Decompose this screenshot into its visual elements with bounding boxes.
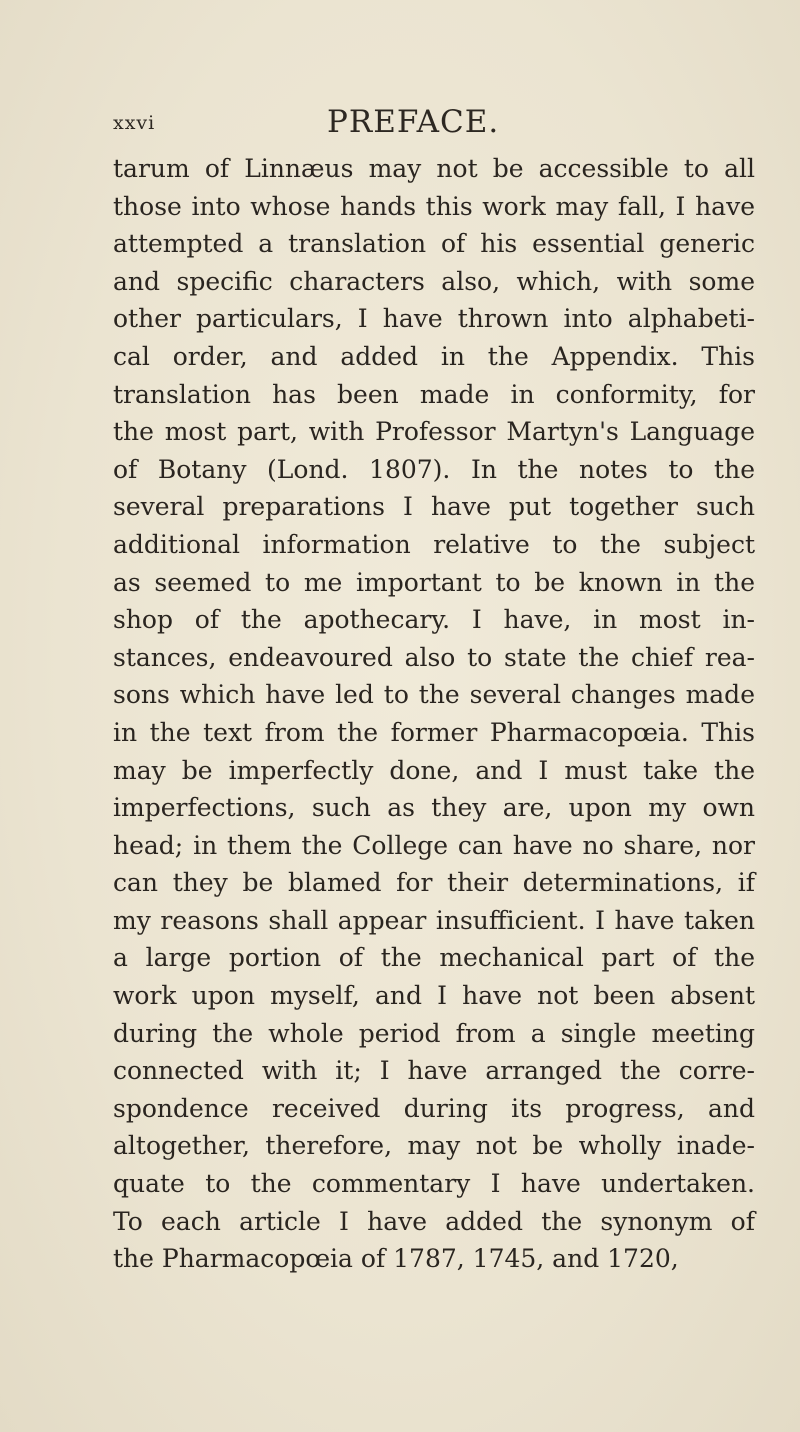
text-line: altogether, therefore, may not be wholly inade- xyxy=(113,1131,755,1161)
text-line: may be imperfectly done, and I must take the xyxy=(113,755,755,785)
text-line: of Botany (Lond. 1807). In the notes to the xyxy=(113,454,755,484)
text-line: spondence received during its progress, and xyxy=(113,1093,755,1123)
text-line: translation has been made in conformity, for xyxy=(113,379,755,409)
text-line: cal order, and added in the Appendix. This xyxy=(113,341,755,371)
text-line: sons which have led to the several changes made xyxy=(113,680,755,710)
text-line: the most part, with Professor Martyn's Language xyxy=(113,417,755,447)
text-line: quate to the commentary I have undertaken. xyxy=(113,1169,755,1199)
running-header xyxy=(0,104,800,144)
text-line: tarum of Linnæus may not be accessible to all xyxy=(113,154,755,183)
text-line: as seemed to me important to be known in the xyxy=(113,567,755,597)
text-line: imperfections, such as they are, upon my own xyxy=(113,793,755,823)
text-line: shop of the apothecary. I have, in most in- xyxy=(113,605,755,635)
text-line: a large portion of the mechanical part of the xyxy=(113,943,755,973)
text-line: attempted a translation of his essential generic xyxy=(113,229,755,259)
text-line: work upon myself, and I have not been absent xyxy=(113,981,755,1011)
text-line: other particulars, I have thrown into alphabeti- xyxy=(113,304,755,334)
text-line: the Pharmacopœia of 1787, 1745, and 1720, xyxy=(113,1244,679,1274)
page-number: xxvi xyxy=(113,112,156,134)
text-line: my reasons shall appear insufficient. I have taken xyxy=(113,905,755,935)
text-line: during the whole period from a single meeting xyxy=(113,1018,755,1048)
text-line: head; in them the College can have no share, nor xyxy=(113,830,755,860)
text-line: additional information relative to the subject xyxy=(113,529,755,559)
text-line: can they be blamed for their determinations, if xyxy=(113,868,755,898)
text-line: connected with it; I have arranged the corre- xyxy=(113,1056,755,1086)
running-title: PREFACE. xyxy=(327,104,500,140)
text-line: To each article I have added the synonym of xyxy=(113,1206,755,1236)
text-line: and specific characters also, which, with some xyxy=(113,266,755,296)
text-line: stances, endeavoured also to state the chief rea- xyxy=(113,642,755,672)
text-line: several preparations I have put together such xyxy=(113,492,755,522)
text-line: in the text from the former Pharmacopœia. This xyxy=(113,717,755,747)
body-text xyxy=(113,150,755,1278)
text-line: those into whose hands this work may fall, I have xyxy=(113,191,755,221)
